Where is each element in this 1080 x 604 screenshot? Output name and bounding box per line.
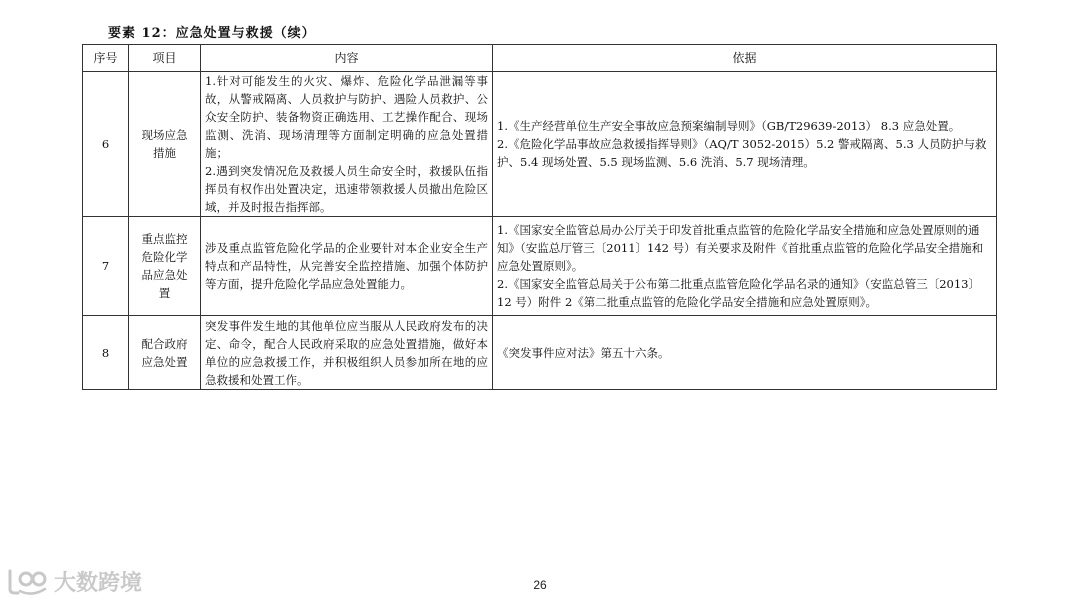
row-basis — [493, 316, 997, 390]
table-header-row — [83, 45, 997, 72]
row-item-line: 危险化学 — [141, 250, 188, 264]
basis-paragraph: 1.《生产经营单位生产安全事故应急预案编制导则》（GB/T29639-2013） 8.3 应急处置。 — [497, 119, 961, 133]
row-item-line: 现场应急 — [141, 128, 188, 142]
row-item-line: 措施 — [153, 146, 176, 160]
header-number: 序号 — [83, 45, 129, 72]
basis-paragraph: 《突发事件应对法》第五十六条。 — [497, 345, 670, 360]
header-content: 内容 — [201, 45, 493, 72]
row-item-line: 配合政府 — [141, 336, 188, 351]
row-item-line: 应急处置 — [141, 354, 188, 369]
table-row — [83, 316, 997, 390]
row-number: 7 — [83, 217, 129, 316]
row-item — [129, 72, 201, 217]
row-item-line: 置 — [158, 286, 171, 300]
row-content — [201, 316, 493, 390]
content-paragraph: 涉及重点监管危险化学品的企业要针对本企业安全生产特点和产品特性，从完善安全监控措施、加强个体防护等方面，提升危险化学品应急处置能力。 — [205, 241, 488, 291]
row-basis — [493, 217, 997, 316]
row-item-line: 品应急处 — [141, 268, 188, 282]
watermark — [6, 566, 142, 597]
brand-logo-icon — [6, 567, 50, 597]
content-paragraph: 2.遇到突发情况危及救援人员生命安全时，救援队伍指挥员有权作出处置决定，迅速带领救援人员撤出危险区域，并及时报告指挥部。 — [205, 164, 488, 214]
section-heading: 要素 12：应急处置与救援（续） — [108, 26, 316, 41]
basis-paragraph: 2.《国家安全监管总局关于公布第二批重点监管危险化学品名录的通知》（安监总管三〔2013〕12 号）附件 2《第二批重点监管的危险化学品安全措施和应急处置原则》。 — [497, 277, 980, 309]
content-paragraph: 突发事件发生地的其他单位应当服从人民政府发布的决定、命令，配合人民政府采取的应急处置措施，做好本单位的应急救援工作，并积极组织人员参加所在地的应急救援和处置工作。 — [205, 318, 488, 387]
page-number: 26 — [533, 578, 547, 592]
row-number: 8 — [83, 316, 129, 390]
basis-paragraph: 2.《危险化学品事故应急救援指挥导则》（AQ/T 3052-2015）5.2 警戒隔离、5.3 人员防护与救护、5.4 现场处置、5.5 现场监测、5.6 洗消、5.7 现场清理。 — [497, 137, 987, 169]
table-row — [83, 217, 997, 316]
content-paragraph: 1.针对可能发生的火灾、爆炸、危险化学品泄漏等事故，从警戒隔离、人员救护与防护、遇险人员救护、公众安全防护、装备物资正确选用、工艺操作配合、现场监测、洗消、现场清理等方面制定明确的应急处置措施； — [205, 74, 488, 160]
row-item — [129, 217, 201, 316]
basis-paragraph: 1.《国家安全监管总局办公厅关于印发首批重点监管的危险化学品安全措施和应急处置原则的通知》（安监总厅管三〔2011〕142 号）有关要求及附件《首批重点监管的危险化学品安全措施和应急处置原则》。 — [497, 223, 984, 273]
header-basis: 依据 — [493, 45, 997, 72]
row-number: 6 — [83, 72, 129, 217]
row-item-line: 重点监控 — [141, 232, 188, 246]
row-content — [201, 72, 493, 217]
header-item: 项目 — [129, 45, 201, 72]
row-content — [201, 217, 493, 316]
row-basis — [493, 72, 997, 217]
watermark-text: 大数跨境 — [54, 571, 143, 596]
row-item — [129, 316, 201, 390]
table-row — [83, 72, 997, 217]
requirements-table — [82, 44, 997, 390]
